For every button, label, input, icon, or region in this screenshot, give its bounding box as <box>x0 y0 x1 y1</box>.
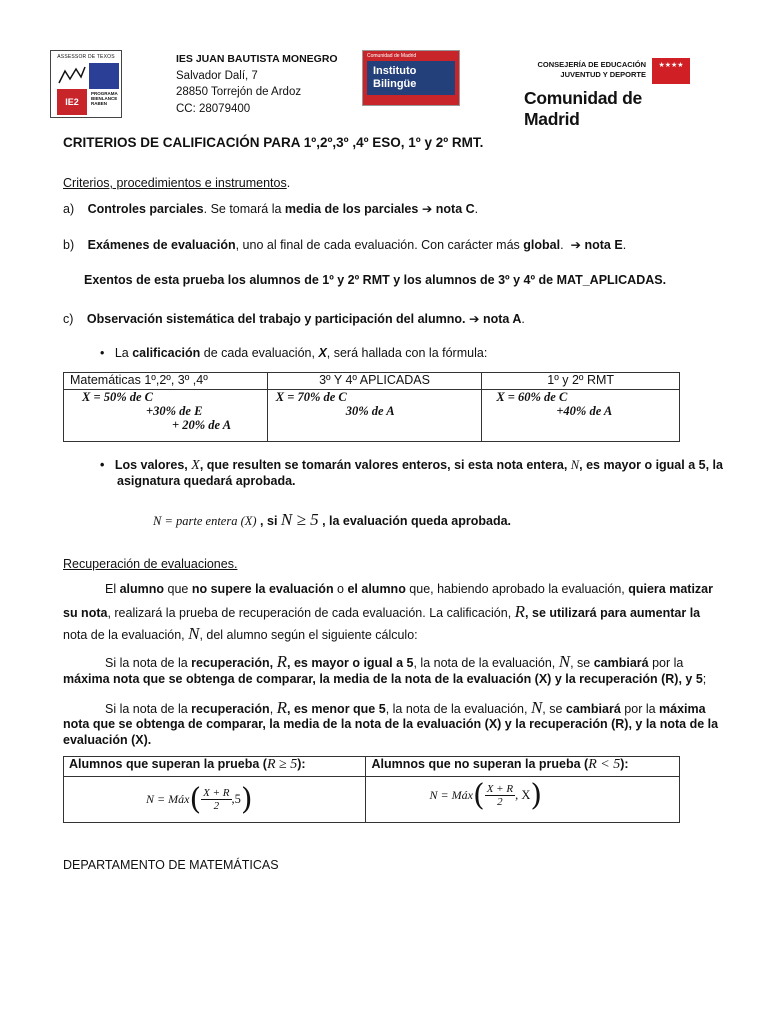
logo2-flag <box>367 61 455 95</box>
table-header-aplicadas: 3º Y 4º APLICADAS <box>267 373 482 390</box>
formula-superan: N = Máx( $\frac{X + R}{2}$ ,5) <box>64 777 366 823</box>
department-footer: DEPARTAMENTO DE MATEMÁTICAS <box>63 858 279 872</box>
logo2-top-text: Comunidad de Madrid <box>367 53 417 59</box>
logo-blue-block <box>89 63 119 89</box>
chart-icon <box>57 63 87 89</box>
recuperacion-paragraph-1-line3: nota de la evaluación, N, del alumno según el siguiente cálculo: <box>63 624 418 643</box>
address-line-2: 28850 Torrejón de Ardoz <box>176 86 302 98</box>
madrid-flag-icon: ★★★★ <box>652 58 690 84</box>
bullet-valores: • Los valores, X, que resulten se tomarán valores enteros, si esta nota entera, N, es mayor o igual a 5, la <box>100 458 723 473</box>
logo-text: PROGRAMA BIENLANCE RABEN <box>91 91 118 106</box>
address-line-1: Salvador Dalí, 7 <box>176 69 258 82</box>
arrow-icon: ➔ <box>421 202 433 216</box>
recuperacion-paragraph-3-line3: evaluación (X). <box>63 733 152 747</box>
table-header-rmt: 1º y 2º RMT <box>482 373 680 390</box>
recuperacion-paragraph-1-line2: su nota, realizará la prueba de recuperación de cada evaluación. La calificación, R, se utilizará para aumentar la <box>63 602 701 621</box>
formula-no-superan: N = Máx( $\frac{X + R}{2}$ , X) <box>365 777 679 823</box>
bullet-valores-line2: asignatura quedará aprobada. <box>117 474 296 488</box>
school-name: IES JUAN BAUTISTA MONEGRO <box>176 53 338 65</box>
arrow-icon: ➔ <box>570 238 582 252</box>
formula-parte-entera: N = parte entera (X) , si N ≥ 5 , la evaluación queda aprobada. <box>153 510 512 529</box>
item-a: a) Controles parciales. Se tomará la media de los parciales ➔ nota C. <box>63 202 479 216</box>
recuperacion-table <box>63 756 680 823</box>
logo2-line-2: Bilingüe <box>373 78 417 90</box>
consejeria-text: CONSEJERÍA DE EDUCACIÓN JUVENTUD Y DEPORTE <box>537 60 646 79</box>
school-code: CC: 28079400 <box>176 102 251 115</box>
page-title: CRITERIOS DE CALIFICACIÓN PARA 1º,2º,3º ,4º ESO, 1º y 2º RMT. <box>63 135 484 150</box>
formula-rmt: X = 60% de C +40% de A <box>482 390 680 442</box>
table-header-no-superan: Alumnos que no superan la prueba (R < 5): <box>365 757 679 777</box>
school-logo <box>50 50 122 118</box>
comunidad-madrid-name: Comunidad de Madrid <box>524 88 642 129</box>
item-c: c) Observación sistemática del trabajo y participación del alumno. ➔ nota A. <box>63 312 525 326</box>
letterhead <box>50 48 690 129</box>
logo2-line-1: Instituto <box>373 65 417 77</box>
logo-badge: IE2 <box>57 89 87 115</box>
bullet-icon: • <box>100 346 105 360</box>
bullet-formula-intro: • La calificación de cada evaluación, X, será hallada con la fórmula: <box>100 346 488 360</box>
school-logo-caption: ASSESSOR DE TEXOS <box>57 54 115 60</box>
comunidad-madrid-logo <box>524 54 690 129</box>
recuperacion-paragraph-3: Si la nota de la recuperación, R, es menor que 5, la nota de la evaluación, N, se cambiará por la máxima <box>105 698 706 717</box>
bilingual-institute-logo <box>362 50 460 106</box>
arrow-icon: ➔ <box>469 312 480 326</box>
table-header-matematicas: Matemáticas 1º,2º, 3º ,4º <box>64 373 268 390</box>
recuperacion-paragraph-3-line2: nota que se obtenga de comparar, la media de la nota de la evaluación (X) y la recuperación (R), y la nota de la <box>63 717 719 731</box>
school-address <box>176 51 338 117</box>
bullet-icon: • <box>100 458 105 472</box>
recuperacion-paragraph-2: Si la nota de la recuperación, R, es mayor o igual a 5, la nota de la evaluación, N, se cambiará por la <box>105 652 684 671</box>
recuperacion-paragraph-2-line2: máxima nota que se obtenga de comparar, la media de la nota de la evaluación (X) y la recuperación (R), y 5; <box>63 672 707 686</box>
formula-aplicadas: X = 70% de C 30% de A <box>267 390 482 442</box>
recuperacion-paragraph-1: El alumno que no supere la evaluación o el alumno que, habiendo aprobado la evaluación, quiera matizar <box>105 582 713 596</box>
exentos-note: Exentos de esta prueba los alumnos de 1º y 2º RMT y los alumnos de 3º y 4º de MAT_APLICADAS. <box>84 273 667 287</box>
formula-matematicas: X = 50% de C +30% de E + 20% de A <box>64 390 268 442</box>
item-b: b) Exámenes de evaluación, uno al final de cada evaluación. Con carácter más global. ➔ nota E. <box>63 238 627 252</box>
table-header-superan: Alumnos que superan la prueba (R ≥ 5): <box>64 757 366 777</box>
grading-formula-table <box>63 372 680 442</box>
section-heading-recuperacion: Recuperación de evaluaciones. <box>63 557 238 571</box>
section-heading-criterios: Criterios, procedimientos e instrumentos. <box>63 176 291 190</box>
